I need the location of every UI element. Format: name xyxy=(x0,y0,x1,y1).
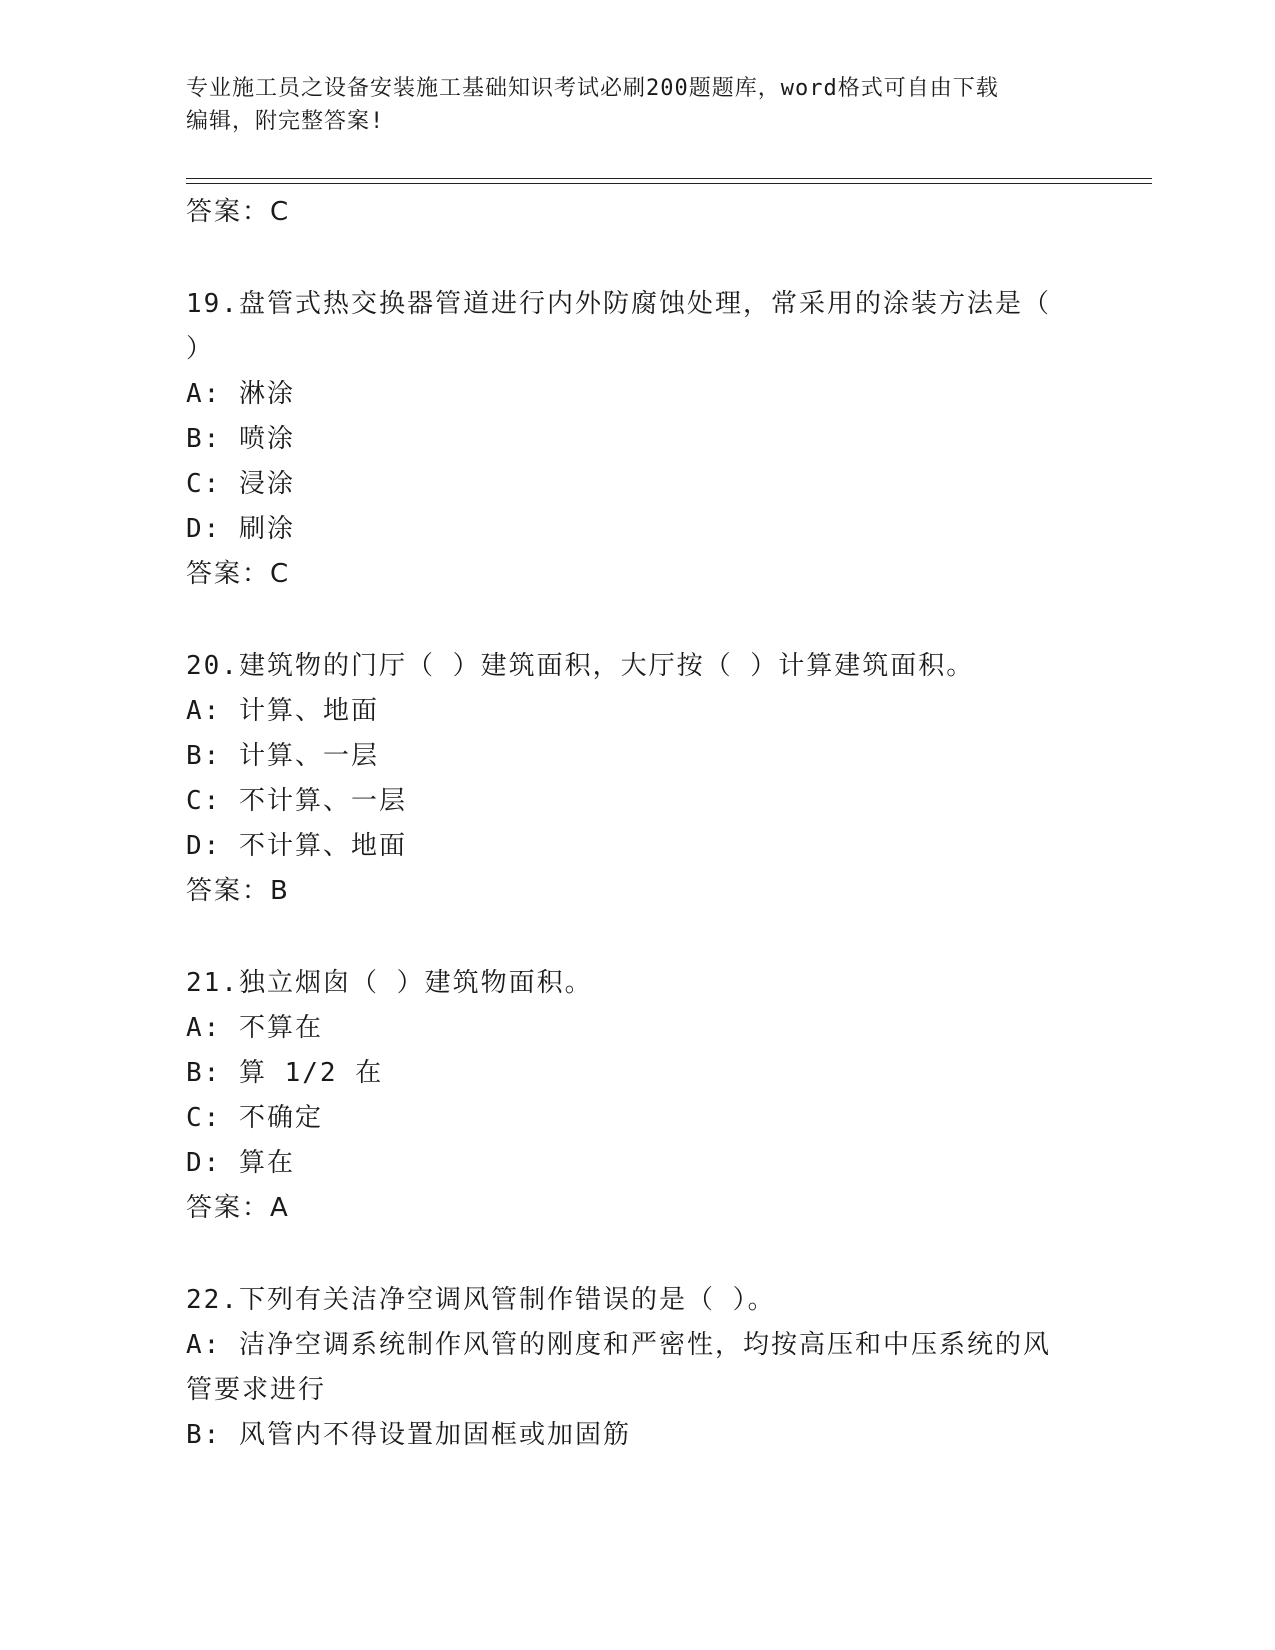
header-line-2: 编辑，附完整答案! xyxy=(186,109,385,134)
question-stem: 21.独立烟囱（ ）建筑物面积。 xyxy=(186,968,593,998)
option-b: B: 喷涂 xyxy=(186,424,295,454)
answer: 答案：C xyxy=(186,559,291,589)
option-c: C: 浸涂 xyxy=(186,469,295,499)
option-d: D: 不计算、地面 xyxy=(186,831,407,861)
option-a: A: 洁净空调系统制作风管的刚度和严密性，均按高压和中压系统的风 xyxy=(186,1330,1051,1360)
question-stem: 20.建筑物的门厅（ ）建筑面积，大厅按（ ）计算建筑面积。 xyxy=(186,651,975,681)
option-a-cont: 管要求进行 xyxy=(186,1375,327,1405)
answer: 答案：B xyxy=(186,876,290,906)
question-list xyxy=(186,190,1086,1458)
option-c: C: 不计算、一层 xyxy=(186,786,407,816)
option-d: D: 刷涂 xyxy=(186,514,295,544)
question-22 xyxy=(186,1278,1086,1458)
answer: 答案：A xyxy=(186,1193,290,1223)
question-stem-cont: ） xyxy=(186,334,215,364)
header-divider-top xyxy=(186,178,1152,179)
header-line-1: 专业施工员之设备安装施工基础知识考试必刷200题题库，word格式可自由下载 xyxy=(186,76,999,101)
option-d: D: 算在 xyxy=(186,1148,295,1178)
previous-answer: 答案：C xyxy=(186,197,291,227)
question-stem: 19.盘管式热交换器管道进行内外防腐蚀处理，常采用的涂装方法是（ xyxy=(186,289,1051,319)
option-a: A: 计算、地面 xyxy=(186,696,379,726)
question-stem: 22.下列有关洁净空调风管制作错误的是（ ）。 xyxy=(186,1285,776,1315)
option-a: A: 不算在 xyxy=(186,1013,323,1043)
option-a: A: 淋涂 xyxy=(186,379,295,409)
header-divider-bottom xyxy=(186,183,1152,184)
question-21 xyxy=(186,961,1086,1231)
option-b: B: 计算、一层 xyxy=(186,741,379,771)
question-20 xyxy=(186,644,1086,914)
option-c: C: 不确定 xyxy=(186,1103,323,1133)
document-header xyxy=(186,72,1086,138)
question-19 xyxy=(186,282,1086,597)
option-b: B: 算 1/2 在 xyxy=(186,1058,384,1088)
option-b: B: 风管内不得设置加固框或加固筋 xyxy=(186,1420,631,1450)
